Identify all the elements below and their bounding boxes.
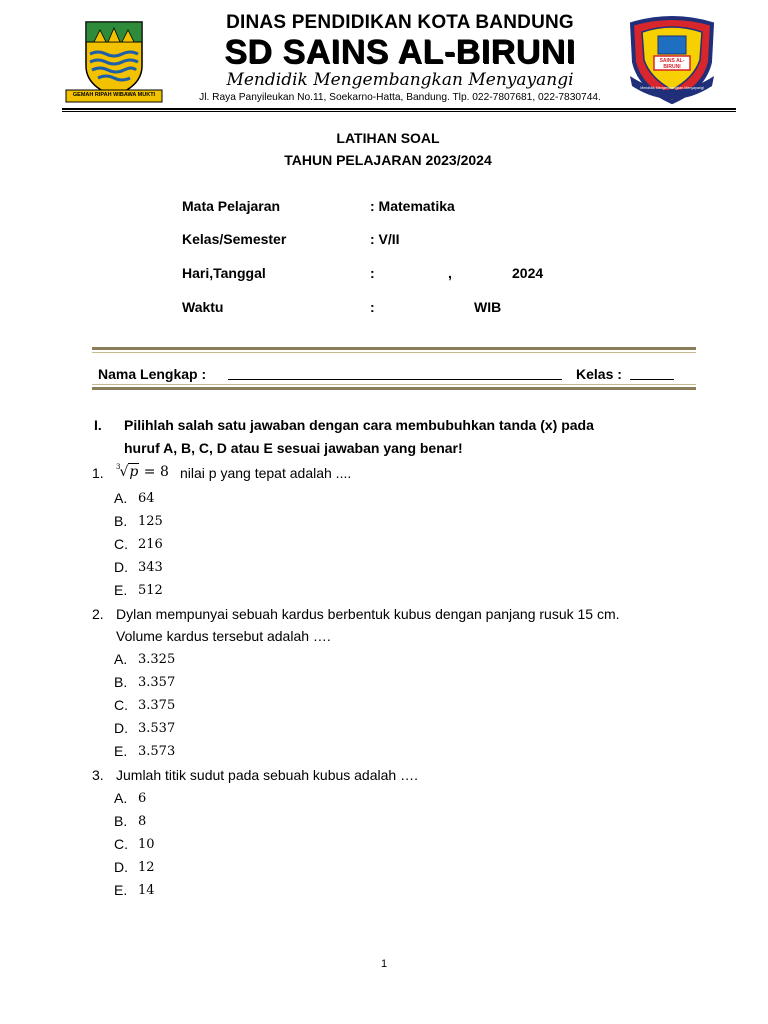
q3-option-value: 10 <box>138 837 155 852</box>
q2-option-value: 3.573 <box>138 744 176 759</box>
q2-option-value: 3.375 <box>138 698 176 713</box>
question-2-text-line-2: Volume kardus tersebut adalah …. <box>116 628 331 644</box>
q1-option-letter[interactable]: A. <box>114 490 128 506</box>
question-1-number: 1. <box>92 465 104 481</box>
q1-option-value: 343 <box>138 560 163 575</box>
class-semester-value: : V/II <box>370 231 400 247</box>
q2-option-value: 3.357 <box>138 675 176 690</box>
radical-sign-icon: √ <box>119 464 129 480</box>
q1-option-letter[interactable]: C. <box>114 536 128 552</box>
q3-option-value: 12 <box>138 860 155 875</box>
q3-option-letter[interactable]: A. <box>114 790 128 806</box>
class-label: Kelas : <box>576 366 622 382</box>
q3-option-letter[interactable]: D. <box>114 859 128 875</box>
q3-option-value: 14 <box>138 883 155 898</box>
emblem-ribbon-text: GEMAH RIPAH WIBAWA MUKTI <box>72 92 156 98</box>
name-bar-top-rule <box>92 347 696 350</box>
q2-option-value: 3.325 <box>138 652 176 667</box>
q3-option-value: 8 <box>138 814 147 829</box>
agency-name: DINAS PENDIDIKAN KOTA BANDUNG <box>226 12 574 33</box>
question-3-number: 3. <box>92 767 104 783</box>
date-colon: : <box>370 265 375 281</box>
date-label: Hari,Tanggal <box>182 265 266 281</box>
subject-label: Mata Pelajaran <box>182 198 281 214</box>
q1-option-letter[interactable]: D. <box>114 559 128 575</box>
q2-option-letter[interactable]: D. <box>114 720 128 736</box>
time-colon: : <box>370 299 375 315</box>
class-blank-line[interactable] <box>630 379 674 380</box>
question-1-equation <box>116 463 169 480</box>
q3-option-letter[interactable]: B. <box>114 813 128 829</box>
full-name-label: Nama Lengkap : <box>98 366 207 382</box>
page-number: 1 <box>380 958 388 970</box>
header-rule-thin <box>62 111 736 112</box>
city-emblem-logo <box>64 16 164 104</box>
question-2-number: 2. <box>92 606 104 622</box>
q2-option-letter[interactable]: A. <box>114 651 128 667</box>
q3-option-letter[interactable]: C. <box>114 836 128 852</box>
full-name-blank-line[interactable] <box>228 379 562 380</box>
q1-option-value: 64 <box>138 491 155 506</box>
document-title: LATIHAN SOAL <box>336 130 440 146</box>
header-rule-thick <box>62 108 736 110</box>
time-unit: WIB <box>474 299 502 315</box>
academic-year: TAHUN PELAJARAN 2023/2024 <box>284 152 492 168</box>
q2-option-letter[interactable]: B. <box>114 674 128 690</box>
time-label: Waktu <box>182 299 224 315</box>
root-index: 3 <box>116 463 121 471</box>
q2-option-letter[interactable]: C. <box>114 697 128 713</box>
school-address: Jl. Raya Panyileukan No.11, Soekarno-Hatta, Bandung. Tlp. 022-7807681, 022-7830744. <box>199 92 601 103</box>
instruction-line-1: Pilihlah salah satu jawaban dengan cara membubuhkan tanda (x) pada <box>124 417 594 433</box>
badge-school-text: SAINS AL-BIRUNI <box>659 58 685 70</box>
school-motto: Mendidik Mengembangkan Menyayangi <box>226 70 574 90</box>
q1-option-letter[interactable]: B. <box>114 513 128 529</box>
q2-option-value: 3.537 <box>138 721 176 736</box>
badge-ribbon-text: Mendidik Mengembangkan Menyayangi <box>640 86 704 90</box>
section-number: I. <box>94 417 102 433</box>
question-1-text: nilai p yang tepat adalah .... <box>180 465 352 481</box>
school-badge-logo <box>624 14 720 106</box>
q1-option-value: 216 <box>138 537 163 552</box>
name-bar-bottom-rule-thin <box>92 384 696 385</box>
instruction-line-2: huruf A, B, C, D atau E sesuai jawaban yang benar! <box>124 440 463 456</box>
q3-option-letter[interactable]: E. <box>114 882 128 898</box>
root-variable: p <box>129 464 139 480</box>
q1-option-value: 512 <box>138 583 163 598</box>
question-2-text-line-1: Dylan mempunyai sebuah kardus berbentuk kubus dengan panjang rusuk 15 cm. <box>116 606 620 622</box>
equation-rest: = 8 <box>139 464 169 480</box>
name-bar-bottom-rule <box>92 387 696 390</box>
q2-option-letter[interactable]: E. <box>114 743 128 759</box>
name-bar-top-rule-thin <box>92 352 696 353</box>
q1-option-letter[interactable]: E. <box>114 582 128 598</box>
q3-option-value: 6 <box>138 791 147 806</box>
class-semester-label: Kelas/Semester <box>182 231 287 247</box>
date-year: 2024 <box>512 265 544 281</box>
q1-option-value: 125 <box>138 514 163 529</box>
school-name: SD SAINS AL-BIRUNI <box>224 33 576 71</box>
subject-value: : Matematika <box>370 198 455 214</box>
date-comma: , <box>448 265 452 281</box>
question-3-text: Jumlah titik sudut pada sebuah kubus adalah …. <box>116 767 418 783</box>
